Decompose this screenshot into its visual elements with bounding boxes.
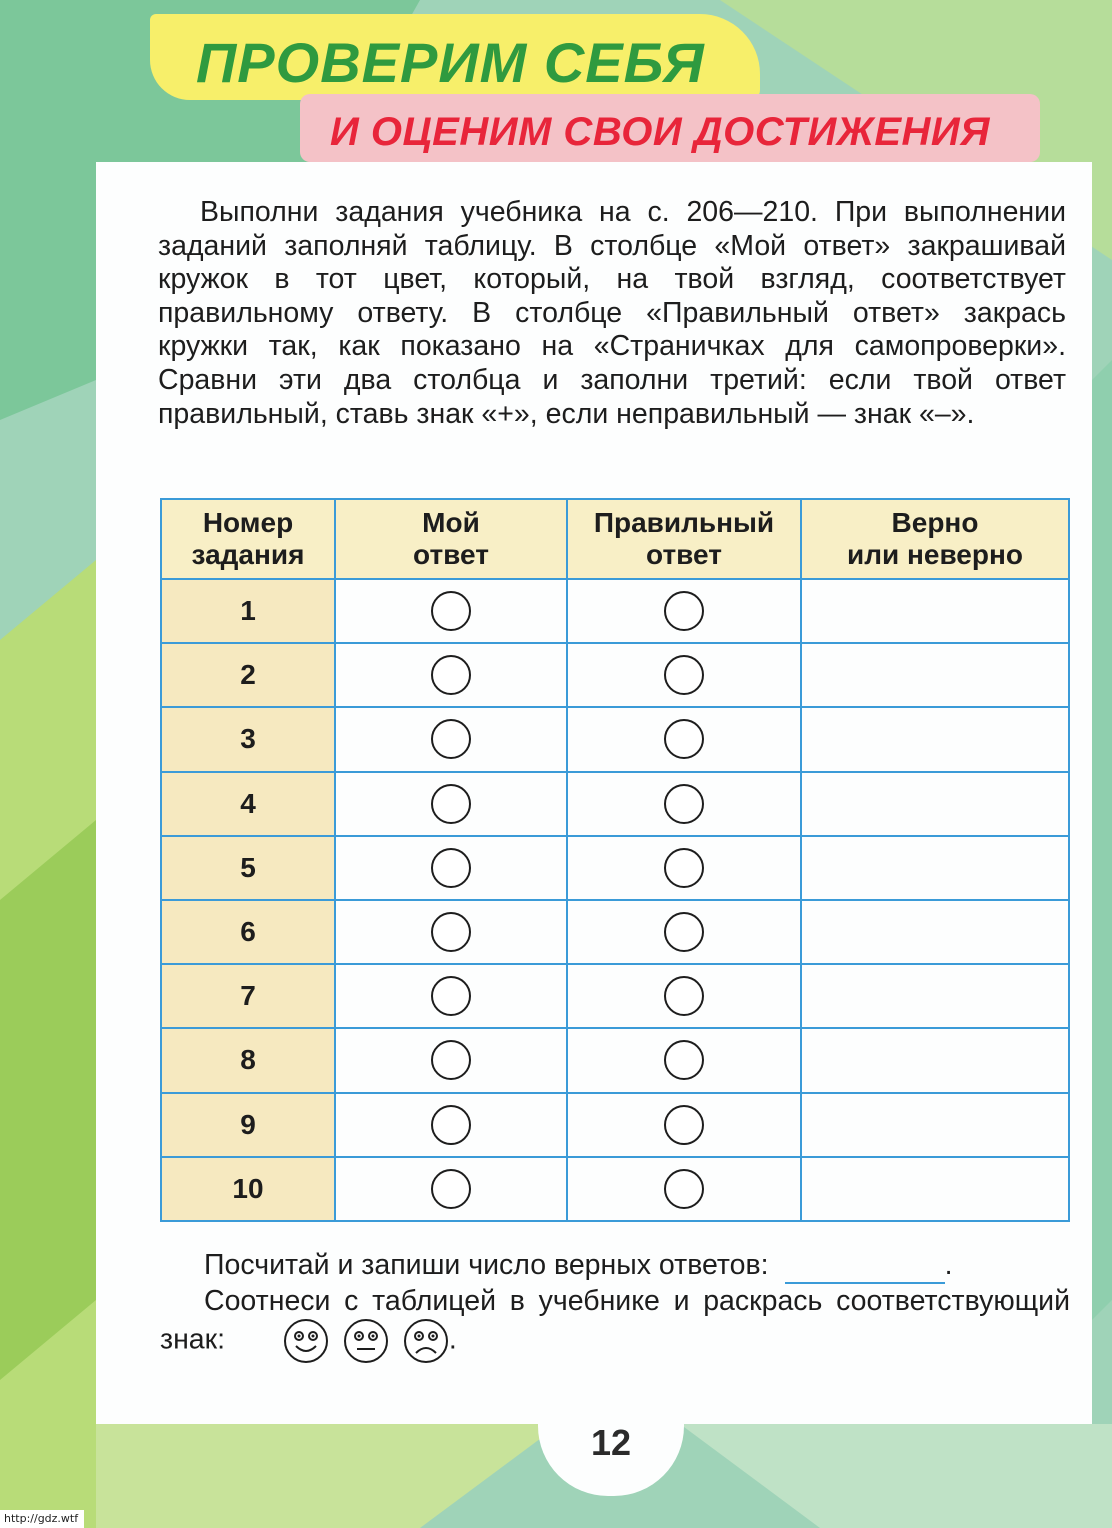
task-number: 6 (161, 900, 335, 964)
my-answer-circle[interactable] (431, 1169, 471, 1209)
header-right-or-wrong: Верно или неверно (801, 499, 1069, 579)
header-task-number: Номер задания (161, 499, 335, 579)
my-answer-circle[interactable] (431, 591, 471, 631)
page-subtitle: И ОЦЕНИМ СВОИ ДОСТИЖЕНИЯ (330, 110, 990, 154)
right-or-wrong-cell[interactable] (801, 900, 1069, 964)
correct-answer-circle[interactable] (664, 591, 704, 631)
correct-answer-cell (567, 643, 801, 707)
table-row (161, 579, 1069, 643)
correct-answer-cell (567, 1028, 801, 1092)
my-answer-cell (335, 1028, 567, 1092)
header-my-answer: Мой ответ (335, 499, 567, 579)
table-row (161, 1157, 1069, 1221)
correct-answer-cell (567, 1157, 801, 1221)
correct-answer-cell (567, 579, 801, 643)
table-row (161, 900, 1069, 964)
answer-count-blank[interactable] (785, 1248, 945, 1284)
table-row (161, 772, 1069, 836)
my-answer-cell (335, 643, 567, 707)
table-row (161, 964, 1069, 1028)
header-correct-answer: Правильный ответ (567, 499, 801, 579)
right-or-wrong-cell[interactable] (801, 1028, 1069, 1092)
right-or-wrong-cell[interactable] (801, 579, 1069, 643)
right-or-wrong-cell[interactable] (801, 1093, 1069, 1157)
right-or-wrong-cell[interactable] (801, 964, 1069, 1028)
correct-answer-circle[interactable] (664, 1105, 704, 1145)
task-number: 4 (161, 772, 335, 836)
table-row (161, 1028, 1069, 1092)
my-answer-circle[interactable] (431, 784, 471, 824)
smiley-happy-icon[interactable] (283, 1318, 329, 1364)
task-number: 3 (161, 707, 335, 771)
right-or-wrong-cell[interactable] (801, 772, 1069, 836)
task-number: 8 (161, 1028, 335, 1092)
correct-answer-circle[interactable] (664, 976, 704, 1016)
my-answer-cell (335, 836, 567, 900)
correct-answer-circle[interactable] (664, 655, 704, 695)
instructions (158, 196, 1066, 431)
correct-answer-circle[interactable] (664, 1169, 704, 1209)
my-answer-cell (335, 964, 567, 1028)
page-number: 12 (590, 1422, 632, 1463)
my-answer-circle[interactable] (431, 1040, 471, 1080)
my-answer-cell (335, 1093, 567, 1157)
task-number: 1 (161, 579, 335, 643)
faces-group (233, 1318, 449, 1364)
my-answer-circle[interactable] (431, 848, 471, 888)
smiley-sad-icon[interactable] (403, 1318, 449, 1364)
correct-answer-cell (567, 1093, 801, 1157)
my-answer-cell (335, 579, 567, 643)
table-row (161, 1093, 1069, 1157)
correct-answer-circle[interactable] (664, 1040, 704, 1080)
table-row (161, 707, 1069, 771)
my-answer-cell (335, 772, 567, 836)
source-credit: http://gdz.wtf (0, 1510, 84, 1528)
table-row (161, 643, 1069, 707)
task-number: 7 (161, 964, 335, 1028)
correct-answer-cell (567, 900, 801, 964)
task-number: 2 (161, 643, 335, 707)
my-answer-circle[interactable] (431, 1105, 471, 1145)
task-number: 9 (161, 1093, 335, 1157)
my-answer-circle[interactable] (431, 976, 471, 1016)
count-line: Посчитай и запиши число верных ответов: . (160, 1248, 1070, 1284)
my-answer-circle[interactable] (431, 719, 471, 759)
my-answer-circle[interactable] (431, 912, 471, 952)
my-answer-cell (335, 707, 567, 771)
right-or-wrong-cell[interactable] (801, 836, 1069, 900)
relate-line: Соотнеси с таблицей в учебнике и раскрась соответствующий знак: . (160, 1284, 1070, 1364)
correct-answer-circle[interactable] (664, 784, 704, 824)
right-or-wrong-cell[interactable] (801, 1157, 1069, 1221)
my-answer-cell (335, 1157, 567, 1221)
right-or-wrong-cell[interactable] (801, 707, 1069, 771)
page-title: ПРОВЕРИМ СЕБЯ (196, 31, 705, 94)
smiley-neutral-icon[interactable] (343, 1318, 389, 1364)
footer-instructions (160, 1248, 1070, 1364)
correct-answer-cell (567, 964, 801, 1028)
correct-answer-cell (567, 772, 801, 836)
correct-answer-cell (567, 836, 801, 900)
correct-answer-circle[interactable] (664, 848, 704, 888)
instructions-text: Выполни задания учебника на с. 206—210. При выполнении заданий заполняй таблицу. В столбце «Мой ответ» закрашивай кружок в тот цвет, который, на твой взгляд, соответствует правильному ответу. В столбце «Правильный ответ» закрась кружки так, как показано на «Страничках для самопроверки». Сравни эти два столбца и заполни третий: если твой ответ правильный, ставь знак «+», если неправильный — знак «–». (158, 196, 1066, 430)
my-answer-cell (335, 900, 567, 964)
self-check-table (160, 498, 1070, 1222)
task-number: 5 (161, 836, 335, 900)
task-number: 10 (161, 1157, 335, 1221)
correct-answer-cell (567, 707, 801, 771)
right-or-wrong-cell[interactable] (801, 643, 1069, 707)
table-row (161, 836, 1069, 900)
my-answer-circle[interactable] (431, 655, 471, 695)
correct-answer-circle[interactable] (664, 912, 704, 952)
table-header-row (161, 499, 1069, 579)
correct-answer-circle[interactable] (664, 719, 704, 759)
